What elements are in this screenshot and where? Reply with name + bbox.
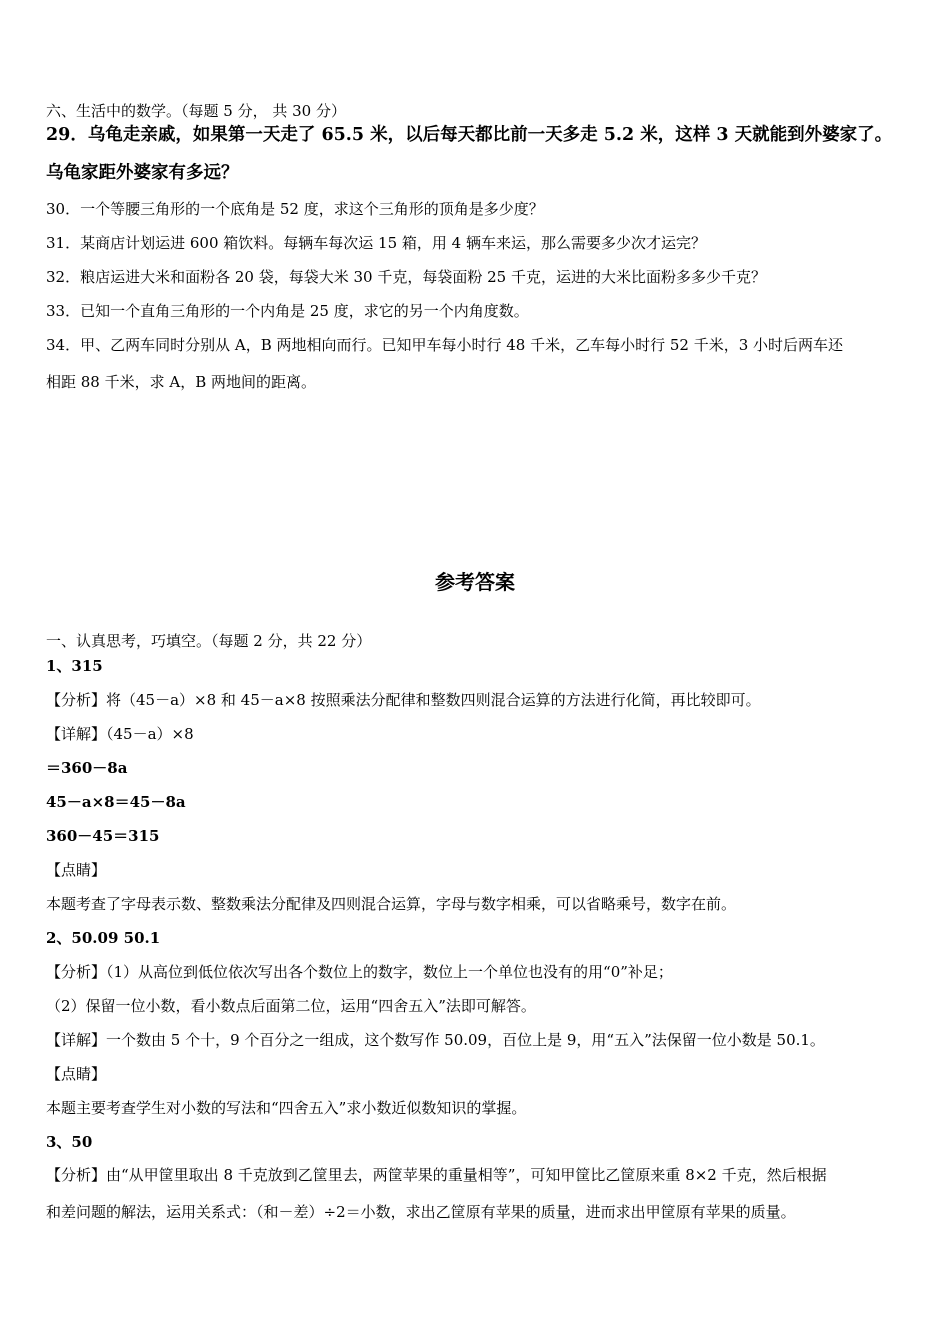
answer-2-analysis-1: 【分析】（1）从高位到低位依次写出各个数位上的数字，数位上一个单位也没有的用“0”补足；: [46, 963, 673, 981]
answer-3-analysis-2: 和差问题的解法，运用关系式：（和－差）÷2＝小数，求出乙筐原有苹果的质量，进而求出甲筐原有苹果的质量。: [46, 1203, 796, 1221]
answer-2-comment-label: 【点睛】: [46, 1065, 107, 1083]
answers-section-header: 一、认真思考，巧填空。（每题 2 分，共 22 分）: [46, 632, 372, 650]
answer-3-analysis-1: 【分析】由“从甲筐里取出 8 千克放到乙筐里去，两筐苹果的重量相等”，可知甲筐比乙筐原来重 8×2 千克，然后根据: [46, 1166, 827, 1184]
answer-2-detail: 【详解】一个数由 5 个十，9 个百分之一组成，这个数写作 50.09，百位上是 9，用“五入”法保留一位小数是 50.1。: [46, 1031, 825, 1049]
answer-1-comment-label: 【点睛】: [46, 861, 107, 879]
answer-1-step-3: 360－45＝315: [46, 827, 160, 845]
answer-3-head: 3、50: [46, 1133, 93, 1151]
answer-1-step-2: 45－a×8＝45－8a: [46, 793, 186, 811]
question-34-line-2: 相距 88 千米，求 A，B 两地间的距离。: [46, 373, 317, 391]
answer-2-head: 2、50.09 50.1: [46, 929, 161, 947]
answer-2-comment: 本题主要考查学生对小数的写法和“四舍五入”求小数近似数知识的掌握。: [46, 1099, 527, 1117]
question-33: 33．已知一个直角三角形的一个内角是 25 度，求它的另一个内角度数。: [46, 302, 529, 320]
question-29-line-1: 29．乌龟走亲戚，如果第一天走了 65.5 米，以后每天都比前一天多走 5.2 米，这样 3 天就能到外婆家了。: [46, 125, 893, 145]
answer-1-comment: 本题考查了字母表示数、整数乘法分配律及四则混合运算，字母与数字相乘，可以省略乘号，数字在前。: [46, 895, 737, 913]
answer-1-detail: 【详解】（45－a）×8: [46, 725, 194, 743]
question-34-line-1: 34．甲、乙两车同时分别从 A，B 两地相向而行。已知甲车每小时行 48 千米，乙车每小时行 52 千米，3 小时后两车还: [46, 336, 844, 354]
answer-1-head: 1、315: [46, 657, 103, 675]
answer-2-analysis-2: （2）保留一位小数，看小数点后面第二位，运用“四舍五入”法即可解答。: [46, 997, 536, 1015]
section-six-header: 六、生活中的数学。（每题 5 分， 共 30 分）: [46, 102, 346, 120]
answer-1-step-1: ＝360－8a: [46, 759, 128, 777]
answers-title: 参考答案: [435, 570, 515, 594]
answer-1-analysis: 【分析】将（45－a）×8 和 45－a×8 按照乘法分配律和整数四则混合运算的方法进行化简，再比较即可。: [46, 691, 761, 709]
question-31: 31．某商店计划运进 600 箱饮料。每辆车每次运 15 箱，用 4 辆车来运，那么需要多少次才运完？: [46, 234, 706, 252]
question-32: 32．粮店运进大米和面粉各 20 袋，每袋大米 30 千克，每袋面粉 25 千克，运进的大米比面粉多多少千克？: [46, 268, 766, 286]
question-29-line-2: 乌龟家距外婆家有多远？: [46, 163, 239, 183]
question-30: 30．一个等腰三角形的一个底角是 52 度，求这个三角形的顶角是多少度？: [46, 200, 544, 218]
